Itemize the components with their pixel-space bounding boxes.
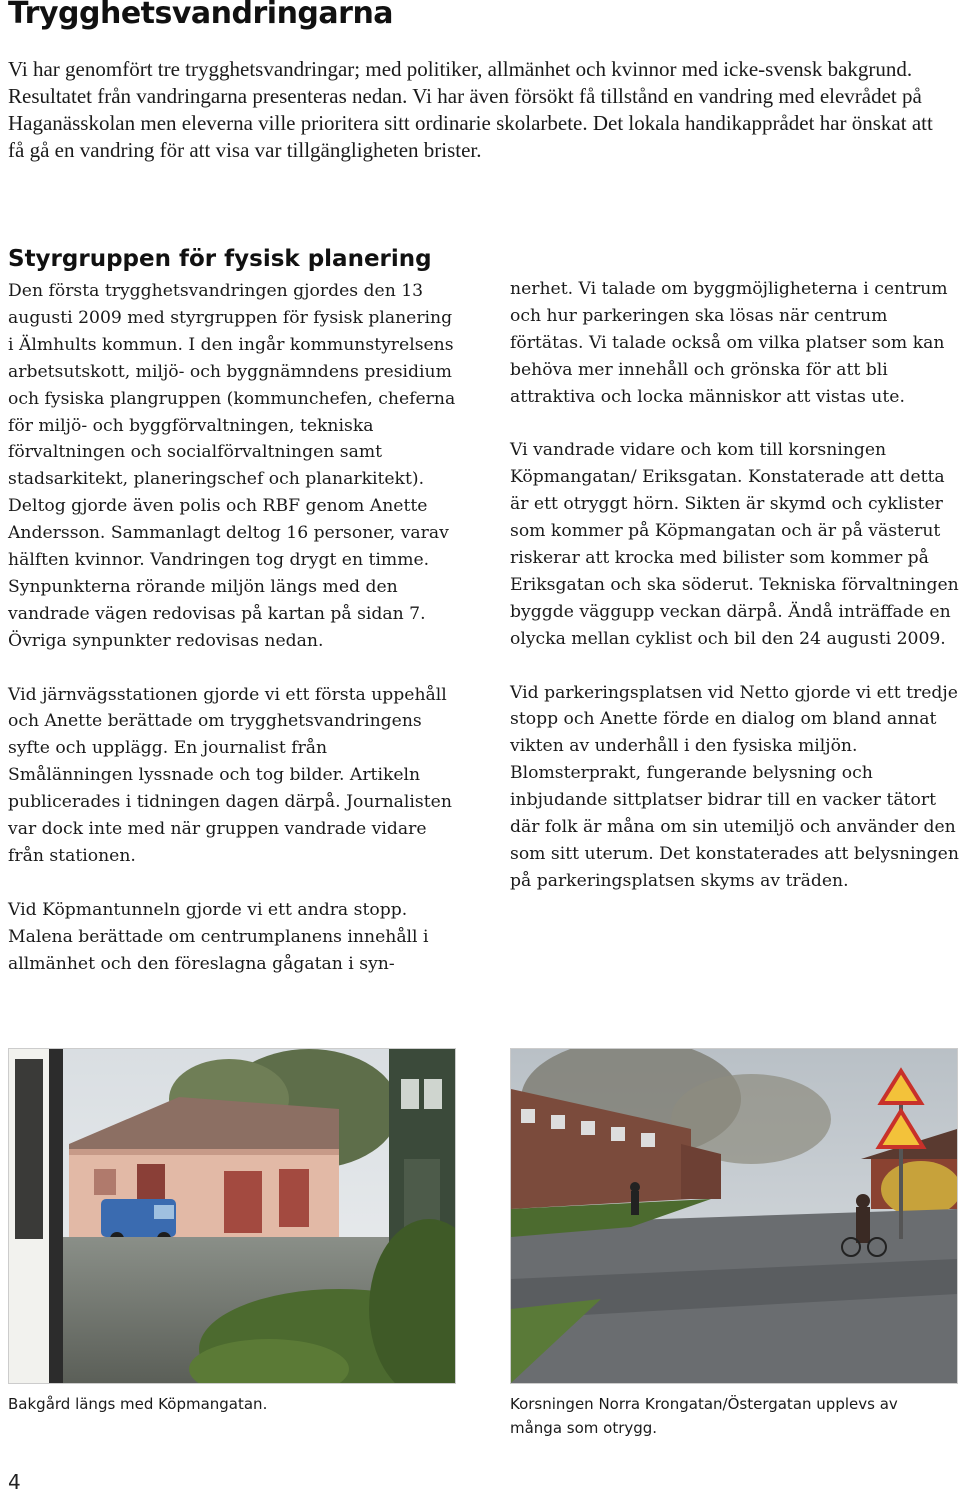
col1-paragraph-2: Vid järnvägsstationen gjorde vi ett första uppehåll och Anette berättade om trygghetsvandringens syfte och upplägg. En journalist från Smålänningen lyssnade och tog bilder. Artikeln publicerades i tidningen dagen därpå. Journalisten var dock inte med när gruppen vandrade vidare från stationen.	[8, 684, 452, 867]
col1-paragraph-3: Vid Köpmantunneln gjorde vi ett andra stopp. Malena berättade om centrumplanens innehåll i allmänhet och den föreslagna gågatan i syn-	[8, 899, 429, 974]
left-text-column	[8, 278, 456, 978]
col2-paragraph-1: nerhet. Vi talade om byggmöjligheterna i centrum och hur parkeringen ska lösas när centrum förtätas. Vi talade också om vilka platser som kan behöva mer innehåll och grönska för att bli attraktiva och locka människor att vistas ute.	[510, 279, 948, 407]
section-heading: Styrgruppen för fysisk planering	[8, 246, 432, 272]
street-crossing-photo-caption: Korsningen Norra Krongatan/Östergatan upplevs av många som otrygg.	[510, 1395, 898, 1437]
right-text-column	[510, 276, 960, 895]
backyard-photo	[8, 1048, 456, 1384]
intro-paragraph: Vi har genomfört tre trygghetsvandringar; med politiker, allmänhet och kvinnor med icke-svensk bakgrund. Resultatet från vandringarna presenteras nedan. Vi har även försökt få tillstånd en vandring med elevrådet på Haganässkolan men eleverna ville prioritera sitt ordinarie skolarbete. Det lokala handikapprådet har önskat att få gå en vandring för att visa var tillgängligheten brister.	[8, 57, 933, 162]
col1-paragraph-1: Den första trygghetsvandringen gjordes den 13 augusti 2009 med styrgruppen för fysisk planering i Älmhults kommun. I den ingår kommunstyrelsens arbetsutskott, miljö- och byggnämndens presidium och fysiska plangruppen (kommunchefen, cheferna för miljö- och byggförvaltningen, tekniska förvaltningen och socialförvaltningen samt stadsarkitekt, planeringschef och planarkitekt). Deltog gjorde även polis och RBF genom Anette Andersson. Sammanlagt deltog 16 personer, varav hälften kvinnor. Vandringen tog drygt en timme. Synpunkterna rörande miljön längs med den vandrade vägen redovisas på kartan på sidan 7. Övriga synpunkter redovisas nedan.	[8, 281, 456, 651]
page-number: 4	[8, 1470, 21, 1494]
street-crossing-photo	[510, 1048, 958, 1384]
col2-paragraph-2: Vi vandrade vidare och kom till korsningen Köpmangatan/ Eriksgatan. Konstaterade att detta är ett otryggt hörn. Sikten är skymd och cyklister som kommer på Köpmangatan och är på västerut riskerar att krocka med bilister som kommer på Eriksgatan och ska söderut. Tekniska förvaltningen byggde väggupp veckan därpå. Ändå inträffade en olycka mellan cyklist och bil den 24 augusti 2009.	[510, 440, 959, 649]
page-title: Trygghetsvandringarna	[8, 0, 394, 31]
backyard-photo-caption: Bakgård längs med Köpmangatan.	[8, 1395, 268, 1413]
col2-paragraph-3: Vid parkeringsplatsen vid Netto gjorde vi ett tredje stopp och Anette förde en dialog om bland annat vikten av underhåll i den fysiska miljön. Blomsterprakt, fungerande belysning och inbjudande sittplatser bidrar till en vacker tätort där folk är måna om sin utemiljö och använder den som sitt uterum. Det konstaterades att belysningen på parkeringsplatsen skyms av träden.	[510, 682, 959, 891]
